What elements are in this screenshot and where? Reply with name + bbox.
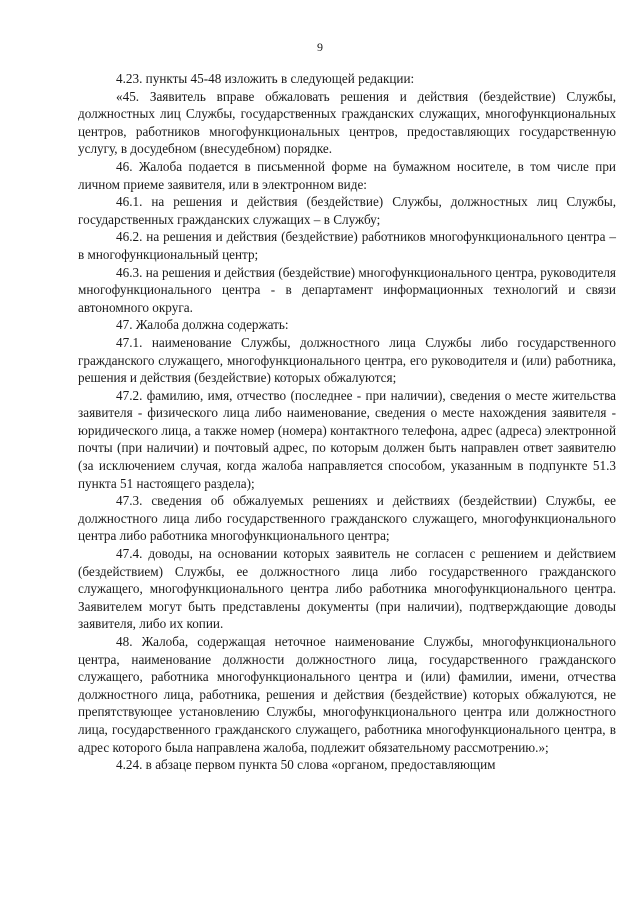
paragraph-46: 46. Жалоба подается в письменной форме на бумажном носителе, в том числе при личном приеме заявителя, или в электронном виде: [78,158,616,192]
paragraph-4-23: 4.23. пункты 45-48 изложить в следующей редакции: [116,71,415,86]
paragraph-46-2: 46.2. на решения и действия (бездействие) работников многофункционального центра – в многофункциональный центр; [78,229,616,262]
paragraph-47-1: 47.1. наименование Службы, должностного лица Службы либо государственного гражданского служащего, многофункционального центра, его руководителя и (или) работника, решения и действия (бездействие) которых обжалуются; [78,334,616,386]
page-number: 9 [317,40,323,54]
paragraph-48: 48. Жалоба, содержащая неточное наименование Службы, многофункционального центра, наименование должности должностного лица, государственного гражданского служащего, работника многофункционального центра и (или) фамилии, имени, отчества должностного лица, работника, решения и действия (бездействие) которых обжалуются, не препятствующее установлению Службы, многофункционального центра или должностного лица, государственного гражданского служащего, работника многофункционального центра, в адрес которого была направлена жалоба, подлежит обязательному рассмотрению.»; [78,634,616,755]
paragraph-46-1: 46.1. на решения и действия (бездействие) Службы, должностных лиц Службы, государственных гражданских служащих – в Службу; [78,194,616,227]
paragraph-47-3: 47.3. сведения об обжалуемых решениях и действиях (бездействии) Службы, ее должностного лица либо государственного гражданского служащего, многофункционального центра либо работника многофункционального центра; [78,493,616,544]
paragraph-45: «45. Заявитель вправе обжаловать решения и действия (бездействие) Службы, должностных лиц Службы, государственных гражданских служащих, многофункциональных центров, работников многофункциональных центров, предоставляющих государственную услугу, в досудебном (внесудебном) порядке. [78,88,616,157]
paragraph-46-3: 46.3. на решения и действия (бездействие) многофункционального центра, руководителя многофункционального центра - в департамент информационных технологий и связи автономного округа. [78,264,616,315]
paragraph-47-4: 47.4. доводы, на основании которых заявитель не согласен с решением и действием (бездействием) Службы, ее должностного лица либо государственного гражданского служащего, многофункционального центра либо работника многофункционального центра. Заявителем могут быть представлены документы (при наличии), подтверждающие доводы заявителя, либо их копии. [78,546,616,632]
paragraph-47-2: 47.2. фамилию, имя, отчество (последнее - при наличии), сведения о месте жительства заявителя - физического лица либо наименование, сведения о месте нахождения заявителя - юридического лица, а также номер (номера) контактного телефона, адрес (адреса) электронной почты (при наличии) и почтовый адрес, по которым должен быть направлен ответ заявителю (за исключением случая, когда жалоба направляется способом, указанным в подпункте 51.3 пункта 51 настоящего раздела); [78,387,616,491]
paragraph-4-24: 4.24. в абзаце первом пункта 50 слова «органом, предоставляющим [116,757,496,773]
paragraph-47: 47. Жалоба должна содержать: [116,317,289,333]
document-body [78,70,616,774]
